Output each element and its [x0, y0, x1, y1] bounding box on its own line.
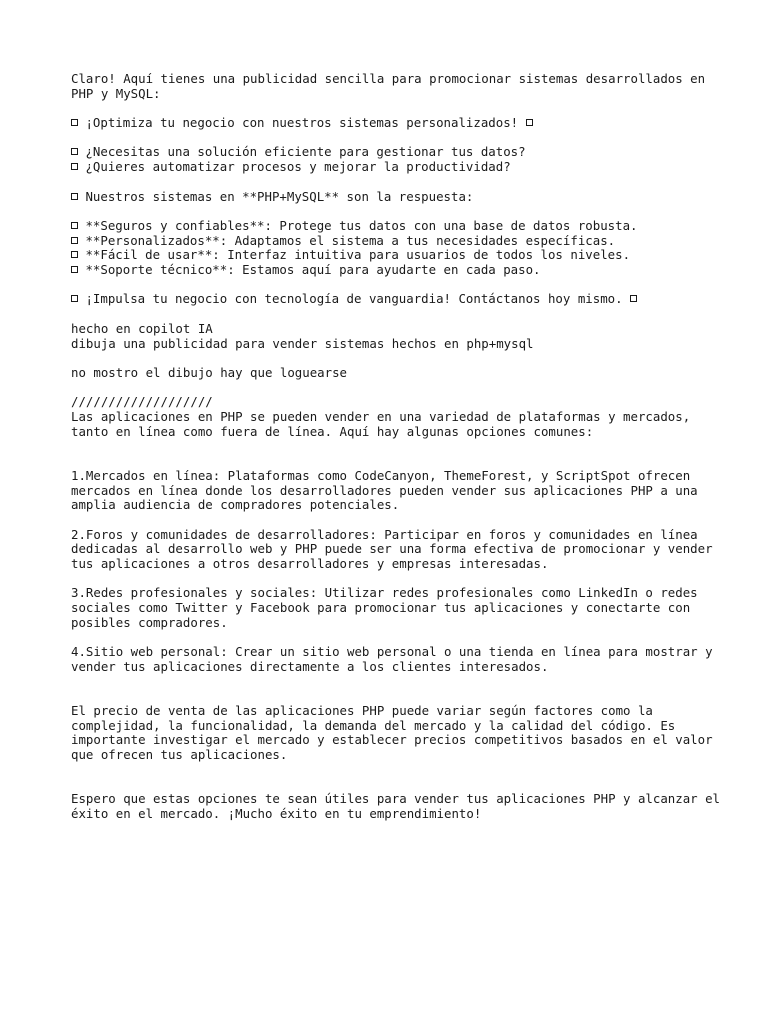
divider-line: ///////////////////: [71, 394, 213, 410]
answer-text: Nuestros sistemas en **PHP+MySQL** son la respuesta:: [85, 188, 474, 204]
spacer: [71, 278, 731, 293]
answer-line: [71, 190, 731, 205]
emoji-placeholder-icon: [71, 266, 78, 273]
document-page: [71, 72, 731, 822]
emoji-placeholder-icon: [630, 295, 637, 302]
spacer: [71, 631, 731, 646]
intro-paragraph: Claro! Aquí tienes una publicidad sencilla para promocionar sistemas desarrollados en PHP y MySQL:: [71, 71, 713, 101]
emoji-placeholder-icon: [526, 119, 533, 126]
feature-item: [71, 234, 731, 249]
question-line: [71, 160, 731, 175]
spacer: [71, 439, 731, 468]
spacer: [71, 101, 731, 116]
spacer: [71, 204, 731, 219]
emoji-placeholder-icon: [71, 148, 78, 155]
note-line: dibuja una publicidad para vender sistemas hechos en php+mysql: [71, 335, 534, 351]
spacer: [71, 307, 731, 322]
headline-line: [71, 116, 731, 131]
question-text: ¿Quieres automatizar procesos y mejorar la productividad?: [85, 159, 511, 175]
closing-paragraph: Espero que estas opciones te sean útiles para vender tus aplicaciones PHP y alcanzar el éxito en el mercado. ¡Mucho éxito en tu emprendimiento!: [71, 791, 728, 821]
platforms-intro-paragraph: Las aplicaciones en PHP se pueden vender en una variedad de plataformas y mercados, tanto en línea como fuera de línea. Aquí hay algunas opciones comunes:: [71, 409, 698, 439]
spacer: [71, 175, 731, 190]
feature-text: **Personalizados**: Adaptamos el sistema a tus necesidades específicas.: [85, 232, 616, 248]
spacer: [71, 351, 731, 366]
note-line: hecho en copilot IA: [71, 320, 213, 336]
option-paragraph: 2.Foros y comunidades de desarrolladores: Participar en foros y comunidades en línea dedicadas al desarrollo web y PHP puede ser una forma efectiva de promocionar y vender tus aplicaciones a otros desarrolladores y empresas interesadas.: [71, 526, 721, 572]
option-paragraph: 3.Redes profesionales y sociales: Utilizar redes profesionales como LinkedIn o redes sociales como Twitter y Facebook para promocionar tus aplicaciones y conectarte con posibles compradores.: [71, 585, 706, 630]
emoji-placeholder-icon: [71, 193, 78, 200]
emoji-placeholder-icon: [71, 222, 78, 229]
feature-item: [71, 219, 731, 234]
option-paragraph: 1.Mercados en línea: Plataformas como CodeCanyon, ThemeForest, y ScriptSpot ofrecen mercados en línea donde los desarrolladores pueden vender sus aplicaciones PHP a una amplia audiencia de compradores potenciales.: [71, 467, 706, 513]
cta-line: [71, 292, 731, 307]
feature-item: [71, 263, 731, 278]
note-line: no mostro el dibujo hay que loguearse: [71, 364, 348, 380]
cta-text: ¡Impulsa tu negocio con tecnología de vanguardia! Contáctanos hoy mismo.: [85, 291, 623, 307]
option-paragraph: 4.Sitio web personal: Crear un sitio web personal o una tienda en línea para mostrar y vender tus aplicaciones directamente a los clientes interesados.: [71, 644, 721, 674]
spacer: [71, 763, 731, 792]
emoji-placeholder-icon: [71, 163, 78, 170]
question-line: [71, 145, 731, 160]
spacer: [71, 572, 731, 587]
feature-text: **Fácil de usar**: Interfaz intuitiva para usuarios de todos los niveles.: [85, 247, 631, 263]
pricing-paragraph: El precio de venta de las aplicaciones PHP puede variar según factores como la complejidad, la funcionalidad, la demanda del mercado y la calidad del código. Es importante investigar el mercado y establecer precios competitivos basados en el valor que ofrecen tus aplicaciones.: [71, 703, 721, 763]
spacer: [71, 513, 731, 528]
feature-text: **Soporte técnico**: Estamos aquí para ayudarte en cada paso.: [85, 262, 541, 278]
emoji-placeholder-icon: [71, 237, 78, 244]
headline-text: ¡Optimiza tu negocio con nuestros sistemas personalizados!: [85, 115, 519, 131]
spacer: [71, 381, 731, 396]
question-text: ¿Necesitas una solución eficiente para gestionar tus datos?: [85, 144, 526, 160]
emoji-placeholder-icon: [71, 295, 78, 302]
spacer: [71, 131, 731, 146]
emoji-placeholder-icon: [71, 251, 78, 258]
emoji-placeholder-icon: [71, 119, 78, 126]
feature-item: [71, 248, 731, 263]
feature-text: **Seguros y confiables**: Protege tus datos con una base de datos robusta.: [85, 217, 638, 233]
spacer: [71, 675, 731, 704]
